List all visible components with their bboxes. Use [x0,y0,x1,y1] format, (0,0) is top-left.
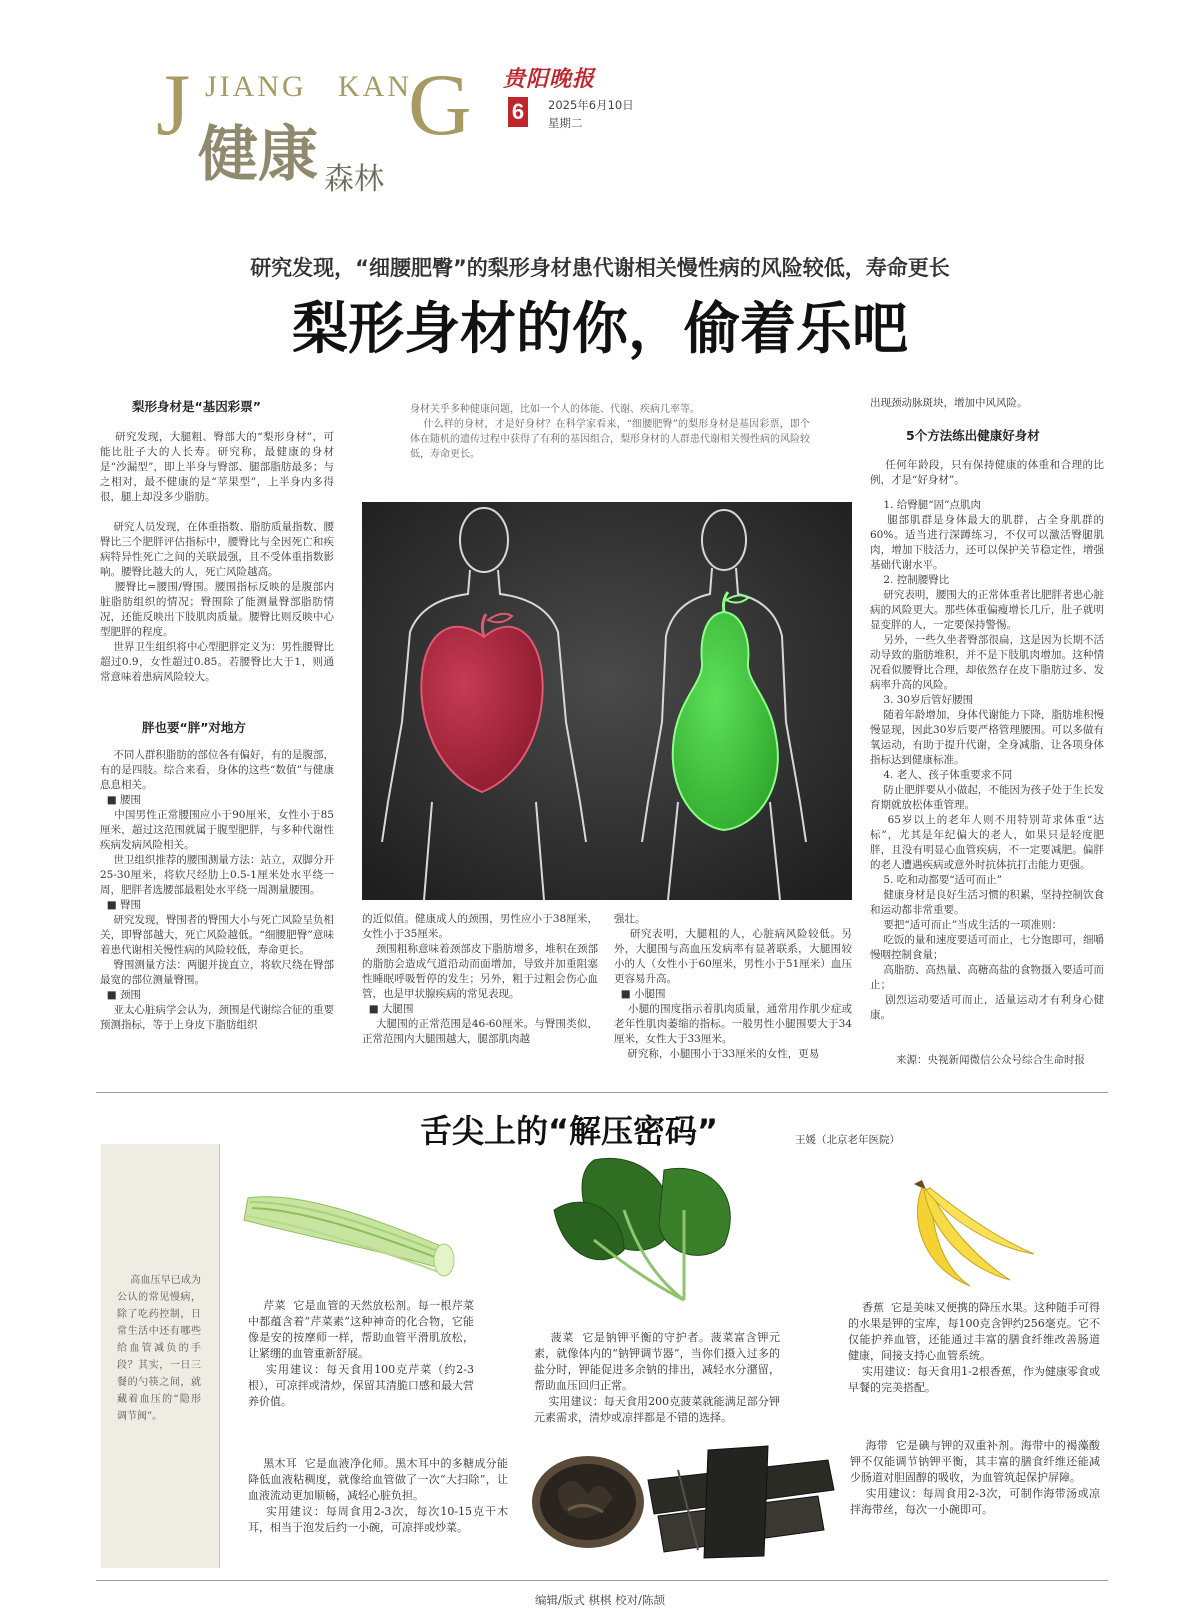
footer-divider [96,1580,1108,1581]
masthead-kang: KAN [338,70,412,103]
page-number: 6 [508,97,528,127]
kelp-icon [648,1446,834,1558]
article-source: 来源：央视新闻微信公众号综合生命时报 [896,1054,1085,1066]
col2-text: 的近似值。健康成人的颈围，男性应小于38厘米，女性小于35厘米。 颈围粗称意味着颈部皮下脂肪增多，堆积在颈部的脂肪会造成气道沿动而面增加，导致并加重阻塞性睡眠呼吸暂停的发生；另外，粗于过粗会伤心血管，也是甲状腺疾病的常见表现。 ■ 大腿围 大腿围的正常范围是46-60厘米。与臀围类似，正常范围内大腿围越大，腿部肌肉越 [362,913,598,1045]
food-headline: 舌尖上的“解压密码” [420,1112,719,1150]
article-kicker: 研究发现，“细腰肥臀”的梨形身材患代谢相关慢性病的风险较低，寿命更长 [250,256,950,280]
section-divider [96,1092,1108,1093]
spinach-image [534,1150,754,1310]
fungus-kelp-image [528,1440,838,1560]
issue-date: 2025年6月10日 [548,98,634,112]
body-shape-illustration [362,502,852,900]
footer-credits: 编辑/版式 棋棋 校对/陈颉 [534,1593,666,1607]
col4-continuation: 出现颈动脉斑块，增加中风风险。 [870,397,1028,409]
food-author: 王媛（北京老年医院） [795,1134,900,1146]
banana-icon [914,1180,1034,1286]
spinach-icon [554,1158,730,1300]
food-sidebar-text: 高血压早已成为公认的常见慢病，除了吃药控制，日常生活中还有哪些给血管减负的手段？其实，一日三餐的勺筷之间，就藏着血压的“隐形调节阀”。 [117,1275,202,1422]
article-headline: 梨形身材的你，偷着乐吧 [292,297,908,362]
spinach-text: 菠菜 它是钠钾平衡的守护者。菠菜富含钾元素，就像体内的“钠钾调节器”，当你们摄入过多的盐分时，钾能促进多余钠的排出，减轻水分潴留，帮助血压回归正常。 实用建议：每天食用200克菠菜就能满足部分钾元素需求，清炒或凉拌都是不错的选择。 [534,1331,780,1424]
col4-intro: 任何年龄段，只有保持健康的体重和合理的比例，才是“好身材”。 [870,459,1104,486]
issue-weekday: 星期二 [548,116,583,130]
masthead-title-small: 森林 [324,162,384,197]
banana-image [900,1176,1040,1296]
masthead-title-big: 健康 [198,120,318,190]
masthead-g: G [408,57,472,154]
celery-text: 芹菜 它是血管的天然放松剂。每一根芹菜中都蕴含着“芹菜素”这种神奇的化合物，它能像是安的按摩师一样，帮助血管平滑肌放松，让紧绷的血管重新舒展。 实用建议：每天食用100克芹菜（约2-3根），可凉拌或清炒，保留其清脆口感和最大营养价值。 [248,1299,474,1408]
newspaper-logo: 贵阳晚报 [503,66,596,92]
col1-para-3: 不同人群积脂肪的部位各有偏好，有的是腹部，有的是四肢。综合来看，身体的这些“数值”与健康息息相关。 ■ 腰围 中国男性正常腰围应小于90厘米，女性小于85厘米，超过这范围就属于腹型肥胖，与多种代谢性疾病发病风险相关。 世卫组织推荐的腰围测量方法：站立，双脚分开25-30厘米，将软尺经肋上0.5-1厘米处水平绕一周，肥胖者选腰部最粗处水平绕一周测量腰围。 ■ 臀围 研究发现，臀围者的臀围大小与死亡风险呈负相关，即臀部越大，死亡风险越低。“细腰肥臀”意味着患代谢相关慢性病的风险较低，寿命更长。 臀围测量方法：两腿并拢直立，将软尺绕在臀部最宽的部位测量臀围。 ■ 颈围 亚太心脏病学会认为，颈围是代谢综合征的重要预测指标，等于上身皮下脂肪组织 [100,749,334,1031]
masthead-jiang: JIANG [205,70,307,103]
col1-heading-gene-lottery: 梨形身材是“基因彩票” [132,399,261,414]
col1-heading-fat-places: 胖也要“胖”对地方 [142,720,246,735]
black-fungus-text: 黑木耳 它是血液净化师。黑木耳中的多糖成分能降低血液粘稠度，就像给血管做了一次“大扫除”，让血液流动更加顺畅，减轻心脏负担。 实用建议：每周食用2-3次，每次10-15克干木耳，相当于泡发后约一小碗，可凉拌或炒菜。 [248,1457,508,1534]
kelp-text: 海带 它是碘与钾的双重补剂。海带中的褐藻酸钾不仅能调节钠钾平衡，其丰富的膳食纤维还能减少肠道对胆固醇的吸收，为血管筑起保护屏障。 实用建议：每周食用2-3次，可制作海带汤或凉拌海带丝，每次一小碗即可。 [850,1439,1100,1516]
masthead-j: J [156,57,191,154]
food-sidebar [101,1144,220,1568]
celery-image [240,1180,460,1290]
article-lead: 身材关乎多种健康问题，比如一个人的体能、代谢、疾病几率等。 什么样的身材，才是好身材？在科学家看来，“细腰肥臀”的梨形身材是基因彩票，即个体在随机的遗传过程中获得了有利的基因组合，梨形身材的人群患代谢相关慢性病的风险较低，寿命更长。 [410,404,810,460]
col4-methods: 1. 给臀腿“固”点肌肉 腿部肌群是身体最大的肌群，占全身肌群的60%。适当进行深蹲练习，不仅可以激活臀腿肌肉，增加下肢活力，还可以保护关节稳定性，增强基础代谢水平。 2. 控制腰臀比 研究表明，腰围大的正常体重者比肥胖者患心脏病的风险更大。那些体重偏瘦增长几斤，肚子就明显变胖的人，一定要保持警惕。 另外，一些久坐者臀部很扁，这是因为长期不活动导致的脂肪堆积，并不是下肢肌肉增加。这种情况看似腰臀比合理，却依然存在皮下脂肪过多、发病率升高的风险。 3. 30岁后管好腰围 随着年龄增加，身体代谢能力下降，脂肪堆积慢慢显现，因此30岁后要严格管理腰围。可以多做有氧运动，有助于提升代谢，全身减脂，让各项身体指标达到健康标准。 4. 老人、孩子体重要求不同 防止肥胖要从小做起，不能因为孩子处于生长发育期就放松体重管理。 65岁以上的老年人则不用特别苛求体重“达标”，尤其是年纪偏大的老人，如果只是轻度肥胖，且没有明显心血管疾病，不一定要减肥。偏胖的老人遭遇疾病或意外时抗体抗打击能力更强。 5. 吃和动都要“适可而止” 健康身材是良好生活习惯的积累，坚持控制饮食和运动都非常重要。 要把“适可而止”当成生活的一项准则： 吃饭的量和速度要适可而止，七分饱即可，细嚼慢咽控制食量； 高脂肪、高热量、高糖高盐的食物摄入要适可而止； 剧烈运动要适可而止，适量运动才有利身心健康。 [870,499,1104,1021]
black-fungus-icon [532,1456,644,1548]
banana-text: 香蕉 它是美味又便携的降压水果。这种随手可得的水果是钾的宝库，每100克含钾约256毫克。它不仅能护养血管，还能通过丰富的膳食纤维改善肠道健康，间接支持心血管系统。 实用建议：每天食用1-2根香蕉，作为健康零食或早餐的完美搭配。 [848,1301,1100,1394]
body-shape-figure [362,502,852,900]
col3-text: 强壮。 研究表明，大腿粗的人，心脏病风险较低。另外，大腿围与高血压发病率有显著联系，大腿围较小的人（女性小于60厘米，男性小于51厘米）血压更容易升高。 ■ 小腿围 小腿的围度指示着肌肉质量，通常用作肌少症或老年性肌肉萎缩的指标。一般男性小腿围要大于34厘米，女性大于33厘米。 研究称，小腿围小于33厘米的女性，更易 [614,913,852,1060]
col1-para-2: 研究人员发现，在体重指数、脂肪质量指数、腰臀比三个肥胖评估指标中，腰臀比与全因死亡和疾病特异性死亡之间的关联最强，且不受体重指数影响。腰臀比越大的人，死亡风险越高。 腰臀比=腰围/臀围。腰围指标反映的是腹部内脏脂肪组织的情况；臀围除了能测量臀部脂肪情况，还能反映出下肢肌肉质量。腰臀比则反映中心型肥胖的程度。 世界卫生组织将中心型肥胖定义为：男性腰臀比超过0.9，女性超过0.85。若腰臀比大于1，则通常意味着患病风险较大。 [100,521,334,683]
col1-para-1: 研究发现，大腿粗、臀部大的“梨形身材”，可能比肚子大的人长寿。研究称，最健康的身材是“沙漏型”，即上半身与臀部、腿部脂肪最多；与之相对，最不健康的是“苹果型”，上半身内多得很，腿上却没多少脂肪。 [100,431,334,503]
celery-icon [244,1197,454,1276]
col4-heading-five-methods: 5个方法练出健康好身材 [906,428,1040,443]
